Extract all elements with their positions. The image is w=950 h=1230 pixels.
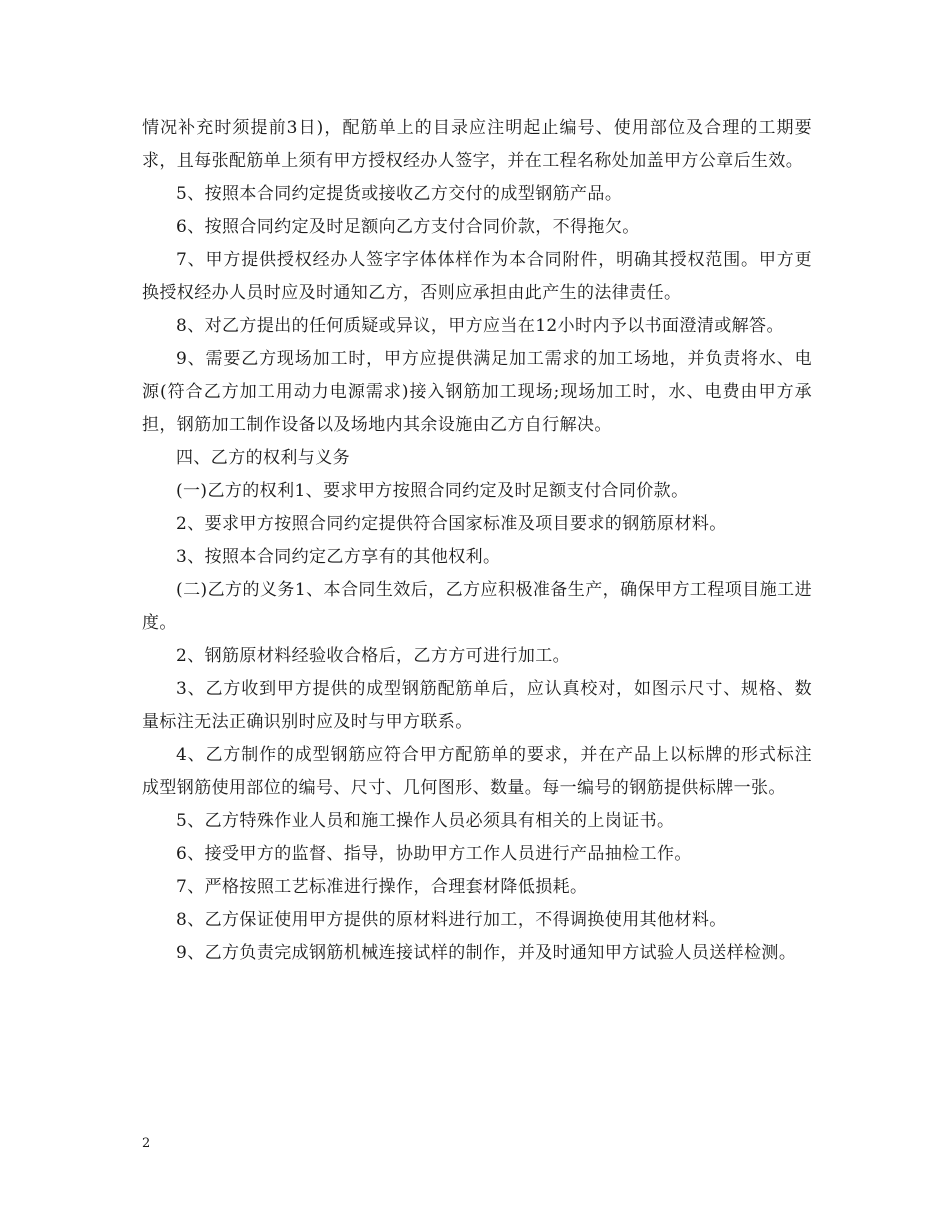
paragraph-duties-3: 3、乙方收到甲方提供的成型钢筋配筋单后，应认真校对，如图示尺寸、规格、数量标注无法正确识别时应及时与甲方联系。 xyxy=(142,679,812,732)
paragraph-duties-1: (二)乙方的义务1、本合同生效后，乙方应积极准备生产，确保甲方工程项目施工进度。 xyxy=(142,580,812,633)
document-body xyxy=(142,112,812,970)
paragraph-rights-1: (一)乙方的权利1、要求甲方按照合同约定及时足额支付合同价款。 xyxy=(176,481,689,501)
paragraph-item-6: 6、按照合同约定及时足额向乙方支付合同价款，不得拖欠。 xyxy=(176,217,640,237)
section-heading: 四、乙方的权利与义务 xyxy=(176,448,350,468)
paragraph-duties-5: 5、乙方特殊作业人员和施工操作人员必须具有相关的上岗证书。 xyxy=(176,811,675,831)
paragraph-duties-7: 7、严格按照工艺标准进行操作，合理套材降低损耗。 xyxy=(176,877,588,897)
paragraph-item-9: 9、需要乙方现场加工时，甲方应提供满足加工需求的加工场地，并负责将水、电源(符合乙方加工用动力电源需求)接入钢筋加工现场;现场加工时，水、电费由甲方承担，钢筋加工制作设备以及场地内其余设施由乙方自行解决。 xyxy=(142,349,812,435)
paragraph-rights-2: 2、要求甲方按照合同约定提供符合国家标准及项目要求的钢筋原材料。 xyxy=(176,514,727,534)
paragraph-continuation: 情况补充时须提前3日)，配筋单上的目录应注明起止编号、使用部位及合理的工期要求，且每张配筋单上须有甲方授权经办人签字，并在工程名称处加盖甲方公章后生效。 xyxy=(142,118,812,171)
paragraph-duties-2: 2、钢筋原材料经验收合格后，乙方方可进行加工。 xyxy=(176,646,571,666)
page-number: 2 xyxy=(142,1136,151,1151)
paragraph-duties-8: 8、乙方保证使用甲方提供的原材料进行加工，不得调换使用其他材料。 xyxy=(176,910,727,930)
paragraph-duties-6: 6、接受甲方的监督、指导，协助甲方工作人员进行产品抽检工作。 xyxy=(176,844,692,864)
paragraph-item-7: 7、甲方提供授权经办人签字字体体样作为本合同附件，明确其授权范围。甲方更换授权经办人员时应及时通知乙方，否则应承担由此产生的法律责任。 xyxy=(142,250,812,303)
paragraph-duties-4: 4、乙方制作的成型钢筋应符合甲方配筋单的要求，并在产品上以标牌的形式标注成型钢筋使用部位的编号、尺寸、几何图形、数量。每一编号的钢筋提供标牌一张。 xyxy=(142,745,812,798)
paragraph-item-5: 5、按照本合同约定提货或接收乙方交付的成型钢筋产品。 xyxy=(176,184,623,204)
paragraph-rights-3: 3、按照本合同约定乙方享有的其他权利。 xyxy=(176,547,501,567)
paragraph-item-8: 8、对乙方提出的任何质疑或异议，甲方应当在12小时内予以书面澄清或解答。 xyxy=(176,316,784,336)
paragraph-duties-9: 9、乙方负责完成钢筋机械连接试样的制作，并及时通知甲方试验人员送样检测。 xyxy=(176,943,797,963)
